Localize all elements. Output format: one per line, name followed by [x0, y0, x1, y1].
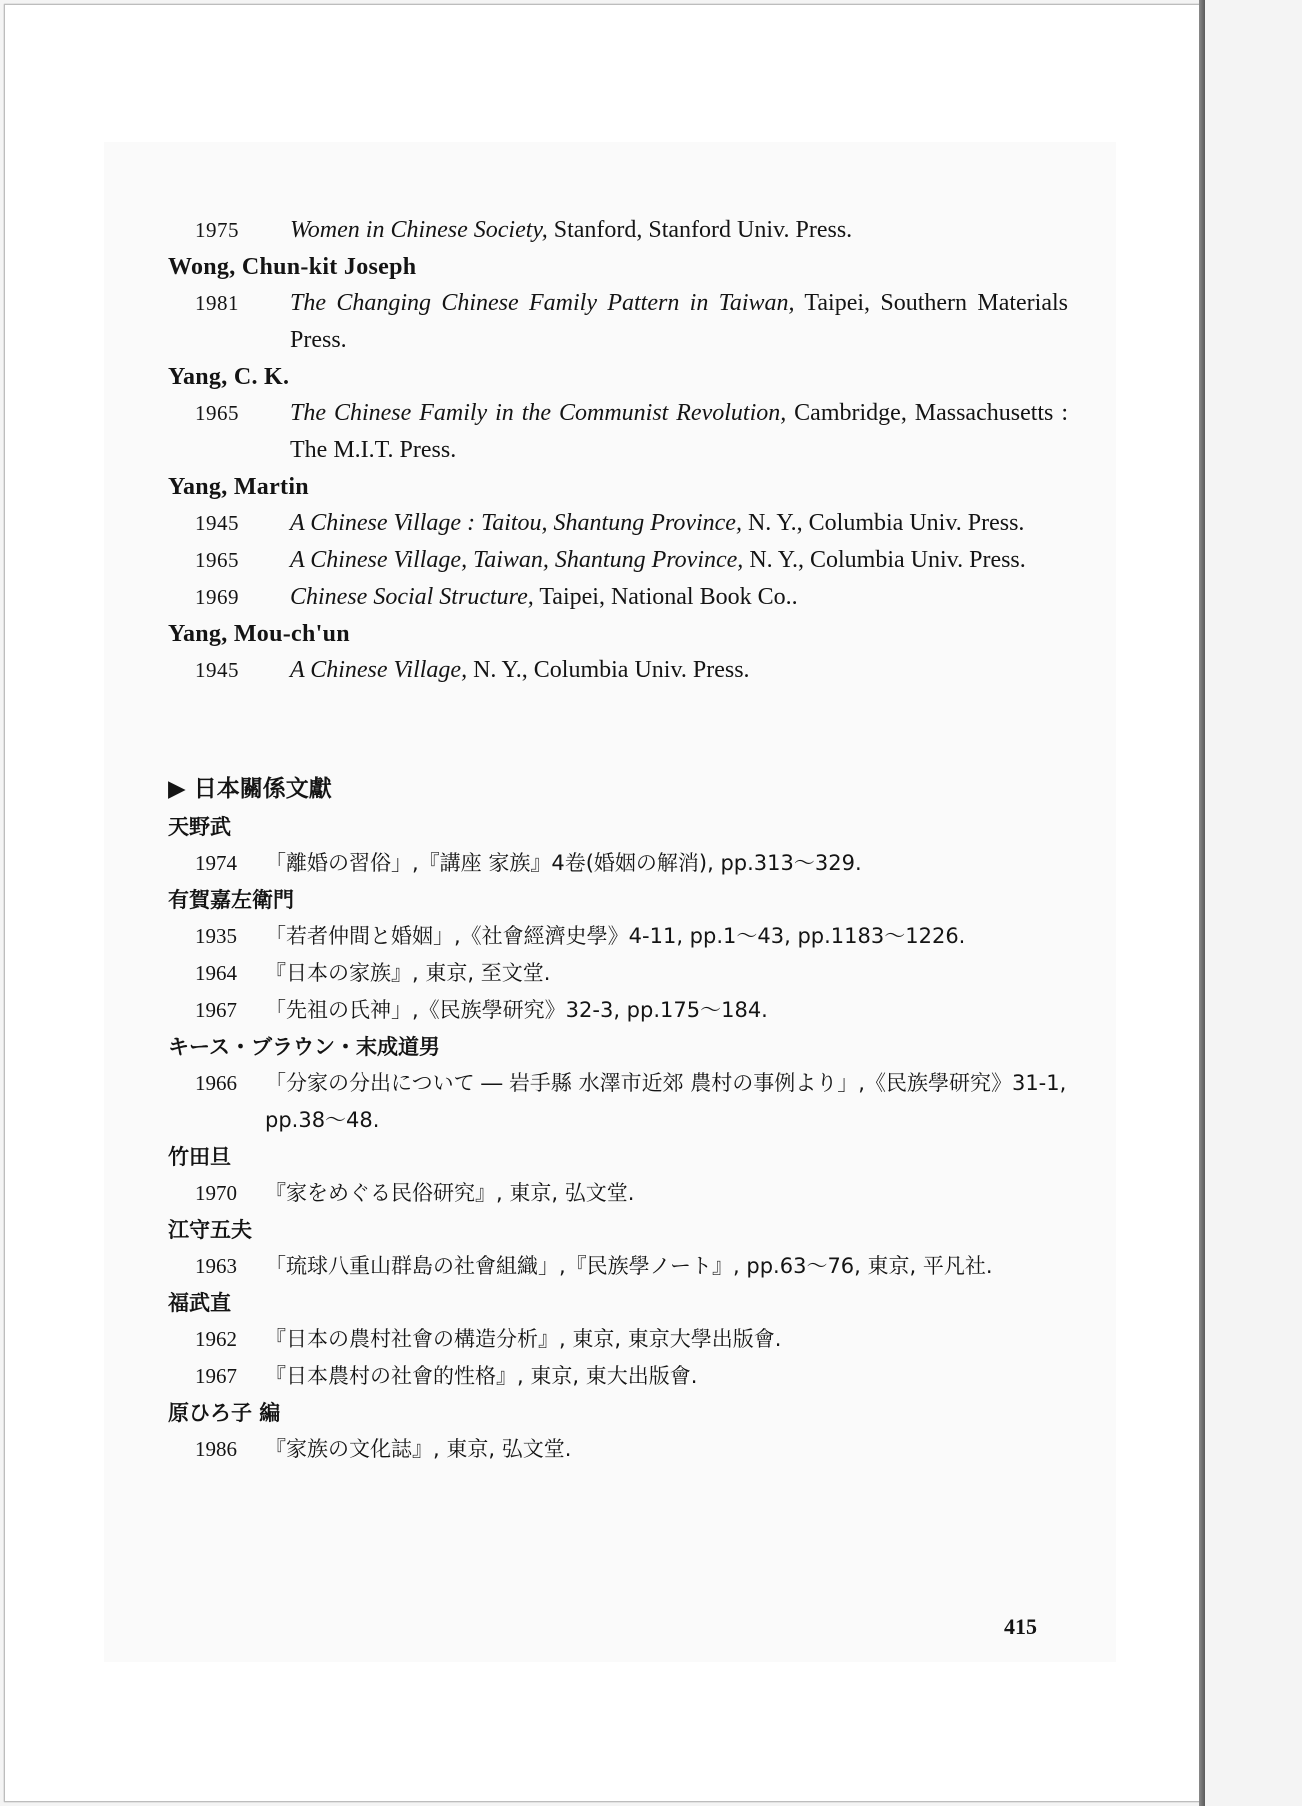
author-name: Yang, Mou-ch'un: [168, 621, 350, 647]
reference-entry: [195, 1358, 1068, 1395]
entry-publisher: Cambridge, Massachusetts : The M.I.T. Press.: [290, 400, 1068, 463]
entry-title: A Chinese Village,: [290, 657, 468, 683]
entry-title: The Changing Chinese Family Pattern in Taiwan,: [290, 290, 795, 316]
reference-entry: [195, 652, 1068, 689]
author-name: Wong, Chun-kit Joseph: [168, 254, 417, 280]
reference-entry: [195, 992, 1068, 1029]
reference-entry: [195, 1175, 1068, 1212]
entry-year: 1935: [195, 924, 237, 948]
entry-text: 「離婚の習俗」,『講座 家族』4卷(婚姻の解消), pp.313～329.: [265, 851, 862, 875]
page-edge-shadow: [1199, 0, 1205, 1806]
western-references: [168, 212, 1068, 689]
entry-title: A Chinese Village : Taitou, Shantung Province,: [290, 510, 742, 536]
entry-publisher: N. Y., Columbia Univ. Press.: [467, 657, 750, 683]
section-heading: ▶ 日本關係文獻: [168, 776, 332, 802]
entry-text: 『家族の文化誌』, 東京, 弘文堂.: [265, 1437, 572, 1461]
reference-entry: [195, 1065, 1068, 1139]
entry-text: 「分家の分出について ― 岩手縣 水澤市近郊 農村の事例より」,《民族學研究》31-1, pp.38～48.: [265, 1071, 1067, 1132]
entry-text: 「琉球八重山群島の社會組織」,『民族學ノート』, pp.63～76, 東京, 平凡社.: [265, 1254, 993, 1278]
entry-year: 1966: [195, 1071, 237, 1095]
entry-publisher: Taipei, National Book Co..: [533, 584, 798, 610]
entry-publisher: Stanford, Stanford Univ. Press.: [547, 217, 853, 243]
entry-title: A Chinese Village, Taiwan, Shantung Province,: [290, 547, 744, 573]
entry-text: 『日本の農村社會の構造分析』, 東京, 東京大學出版會.: [265, 1327, 782, 1351]
entry-year: 1945: [195, 511, 239, 535]
entry-publisher: Taipei, Southern Materials Press.: [290, 290, 1069, 353]
japanese-references: [168, 769, 1068, 1468]
author-name: Yang, C. K.: [168, 364, 290, 390]
reference-entry: [195, 212, 1068, 249]
author-name: 原ひろ子 編: [168, 1401, 281, 1425]
reference-entry: [195, 845, 1068, 882]
author-name: キース・ブラウン・末成道男: [168, 1035, 440, 1059]
reference-entry: [195, 285, 1068, 359]
entry-year: 1969: [195, 585, 239, 609]
entry-publisher: N. Y., Columbia Univ. Press.: [741, 510, 1025, 536]
entry-text: 『家をめぐる民俗研究』, 東京, 弘文堂.: [265, 1181, 635, 1205]
bibliography-content: [168, 212, 1068, 1468]
entry-year: 1970: [195, 1181, 237, 1205]
reference-entry: [195, 918, 1068, 955]
reference-entry: [195, 1248, 1068, 1285]
entry-text: 『日本農村の社會的性格』, 東京, 東大出版會.: [265, 1364, 698, 1388]
author-name: 天野武: [168, 815, 231, 839]
entry-title: The Chinese Family in the Communist Revolution,: [290, 400, 787, 426]
entry-text: 「若者仲間と婚姻」,《社會經濟史學》4-11, pp.1～43, pp.1183～1226.: [265, 924, 966, 948]
entry-year: 1965: [195, 401, 239, 425]
entry-year: 1967: [195, 1364, 237, 1388]
entry-year: 1964: [195, 961, 237, 985]
entry-text: 「先祖の氏神」,《民族學研究》32-3, pp.175～184.: [265, 998, 768, 1022]
reference-entry: [195, 955, 1068, 992]
page-number: 415: [1004, 1614, 1037, 1639]
entry-title: Chinese Social Structure,: [290, 584, 534, 610]
entry-text: 『日本の家族』, 東京, 至文堂.: [265, 961, 551, 985]
author-name: 有賀嘉左衛門: [168, 888, 294, 912]
section-spacer: [168, 689, 1068, 769]
entry-year: 1967: [195, 998, 237, 1022]
author-name: Yang, Martin: [168, 474, 309, 500]
entry-year: 1974: [195, 851, 237, 875]
reference-entry: [195, 542, 1068, 579]
reference-entry: [195, 1321, 1068, 1358]
entry-title: Women in Chinese Society,: [290, 217, 548, 243]
reference-entry: [195, 1431, 1068, 1468]
author-name: 江守五夫: [168, 1218, 252, 1242]
entry-year: 1962: [195, 1327, 237, 1351]
reference-entry: [195, 505, 1068, 542]
entry-year: 1986: [195, 1437, 237, 1461]
entry-year: 1965: [195, 548, 239, 572]
entry-publisher: N. Y., Columbia Univ. Press.: [743, 547, 1026, 573]
entry-year: 1981: [195, 291, 239, 315]
reference-entry: [195, 579, 1068, 616]
entry-year: 1975: [195, 218, 239, 242]
entry-year: 1945: [195, 658, 239, 682]
entry-year: 1963: [195, 1254, 237, 1278]
author-name: 竹田旦: [168, 1145, 231, 1169]
reference-entry: [195, 395, 1068, 469]
author-name: 福武直: [168, 1291, 231, 1315]
